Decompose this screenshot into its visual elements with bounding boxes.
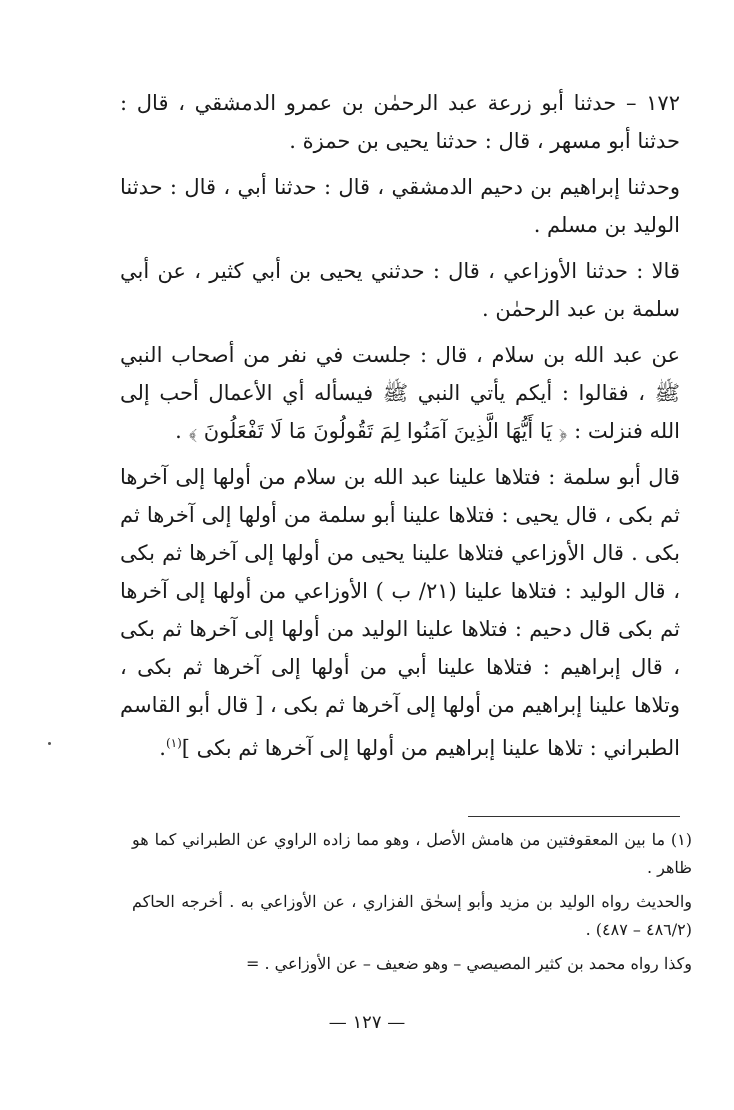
hadith-paragraph-3: قالا : حدثنا الأوزاعي ، قال : حدثني يحيى بن أبي كثير ، عن أبي سلمة بن عبد الرحمٰن . xyxy=(120,259,680,321)
footnote-divider xyxy=(468,816,680,817)
footnotes xyxy=(132,826,692,984)
footnote-3: وكذا رواه محمد بن كثير المصيصي – وهو ضعيف – عن الأوزاعي . = xyxy=(245,954,692,973)
paragraph-end-period: . xyxy=(159,736,166,760)
hadith-paragraph-4: عن عبد الله بن سلام ، قال : جلست في نفر من أصحاب النبي ﷺ ، فقالوا : أيكم يأتي النبي ﷺ فيسأله أي الأعمال أحب إلى الله فنزلت : ﴿ يَا أَيُّهَا الَّذِينَ آمَنُوا لِمَ تَقُولُونَ مَا لَا تَفْعَلُونَ ﴾ . xyxy=(120,343,680,443)
hadith-paragraph-2: وحدثنا إبراهيم بن دحيم الدمشقي ، قال : حدثنا أبي ، قال : حدثنا الوليد بن مسلم . xyxy=(120,175,680,237)
scan-speck xyxy=(48,742,51,745)
hadith-text xyxy=(120,84,680,773)
footnote-reference: (١) xyxy=(165,736,182,750)
page-number: — ١٢٧ — xyxy=(328,1012,406,1033)
hadith-paragraph-5-text: قال أبو سلمة : فتلاها علينا عبد الله بن سلام من أولها إلى آخرها ثم بكى ، قال يحيى : فتلاها علينا أبو سلمة من أولها إلى آخرها ثم بكى . قال الأوزاعي فتلاها علينا يحيى من أولها إلى آخرها ثم بكى ، قال الوليد : فتلاها علينا (٢١/ ب ) الأوزاعي من أولها إلى آخرها ثم بكى قال دحيم : فتلاها علينا الوليد من أولها إلى آخرها ثم بكى ، قال إبراهيم : فتلاها علينا أبي من أولها إلى آخرها ثم بكى ، وتلاها علينا إبراهيم من أولها إلى آخرها ثم بكى ، [ قال أبو القاسم الطبراني : تلاها علينا إبراهيم من أولها إلى آخرها ثم بكى ] xyxy=(120,465,680,760)
footnote-1: (١) ما بين المعقوفتين من هامش الأصل ، وهو مما زاده الراوي عن الطبراني كما هو ظاهر . xyxy=(132,830,692,877)
hadith-paragraph-1: ١٧٢ – حدثنا أبو زرعة عبد الرحمٰن بن عمرو الدمشقي ، قال : حدثنا أبو مسهر ، قال : حدثنا يحيى بن حمزة . xyxy=(120,91,680,153)
footnote-2: والحديث رواه الوليد بن مزيد وأبو إسحٰق الفزاري ، عن الأوزاعي به . أخرجه الحاكم (٤٨٦/٢ – ٤٨٧) . xyxy=(132,892,692,939)
hadith-paragraph-5 xyxy=(120,458,680,767)
